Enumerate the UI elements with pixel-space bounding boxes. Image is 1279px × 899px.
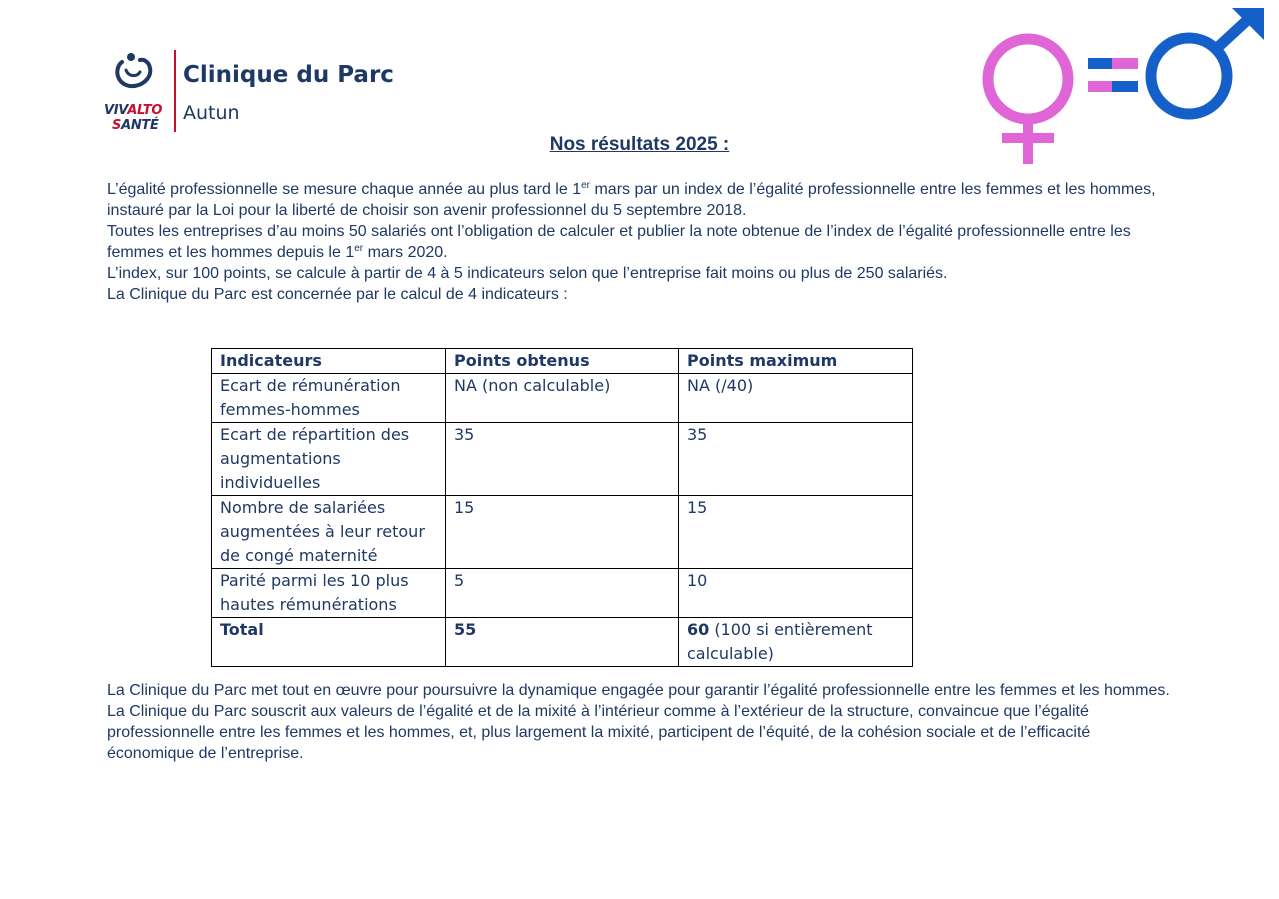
table-total-row [212, 618, 913, 667]
table-cell: Ecart de rémunération femmes-hommes [212, 374, 446, 423]
vivalto-sante-wordmark: VIVALTO SANTÉ [104, 103, 163, 133]
total-points: 55 [446, 618, 679, 667]
equals-sign-icon [1088, 58, 1138, 92]
table-cell: Nombre de salariées augmentées à leur retour de congé maternité [212, 496, 446, 569]
table-cell: 5 [446, 569, 679, 618]
intro-paragraph-4: La Clinique du Parc est concernée par le calcul de 4 indicateurs : [107, 286, 568, 303]
table-row [212, 496, 913, 569]
intro-text [107, 179, 1177, 305]
column-header: Indicateurs [212, 349, 446, 374]
table-cell: 35 [679, 423, 913, 496]
table-row [212, 569, 913, 618]
table-header-row [212, 349, 913, 374]
column-header: Points obtenus [446, 349, 679, 374]
table-cell: 15 [679, 496, 913, 569]
table-cell: 10 [679, 569, 913, 618]
outro-paragraph-2: La Clinique du Parc souscrit aux valeurs de l’égalité et de la mixité à l’intérieur comme à l’extérieur de la structure, convaincue que l’égalité professionnelle entre les femmes et les hommes, et, plus largement la mixité, participent de l’équité, de la cohésion sociale et de l’efficacité économique de l’entreprise. [107, 703, 1091, 762]
table-cell: Ecart de répartition des augmentations individuelles [212, 423, 446, 496]
table-row [212, 374, 913, 423]
table-cell: NA (non calculable) [446, 374, 679, 423]
total-max: 60 (100 si entièrement calculable) [679, 618, 913, 667]
total-label: Total [212, 618, 446, 667]
clinic-logo [104, 48, 404, 138]
table-cell: 35 [446, 423, 679, 496]
male-symbol-icon [1151, 8, 1264, 114]
page-title: Nos résultats 2025 : [549, 134, 730, 155]
clinic-name: Clinique du Parc [183, 62, 394, 88]
clinic-city: Autun [183, 102, 240, 124]
outro-text [107, 680, 1177, 764]
column-header: Points maximum [679, 349, 913, 374]
intro-paragraph-3: L’index, sur 100 points, se calcule à partir de 4 à 5 indicateurs selon que l’entreprise fait moins ou plus de 250 salariés. [107, 265, 948, 282]
intro-paragraph-2: Toutes les entreprises d’au moins 50 salariés ont l’obligation de calculer et publier la note obtenue de l’index de l’égalité professionnelle entre les femmes et les hommes depuis le 1er mars 2020. [107, 223, 1131, 261]
intro-paragraph-1: L’égalité professionnelle se mesure chaque année au plus tard le 1er mars par un index de l’égalité professionnelle entre les femmes et les hommes, instauré par la Loi pour la liberté de choisir son avenir professionnel du 5 septembre 2018. [107, 180, 1156, 219]
table-row [212, 423, 913, 496]
table-cell: NA (/40) [679, 374, 913, 423]
table-cell: Parité parmi les 10 plus hautes rémunérations [212, 569, 446, 618]
table-cell: 15 [446, 496, 679, 569]
logo-divider [174, 50, 176, 132]
indicators-table [211, 348, 913, 667]
outro-paragraph-1: La Clinique du Parc met tout en œuvre pour poursuivre la dynamique engagée pour garantir l’égalité professionnelle entre les femmes et les hommes. [107, 682, 1170, 699]
